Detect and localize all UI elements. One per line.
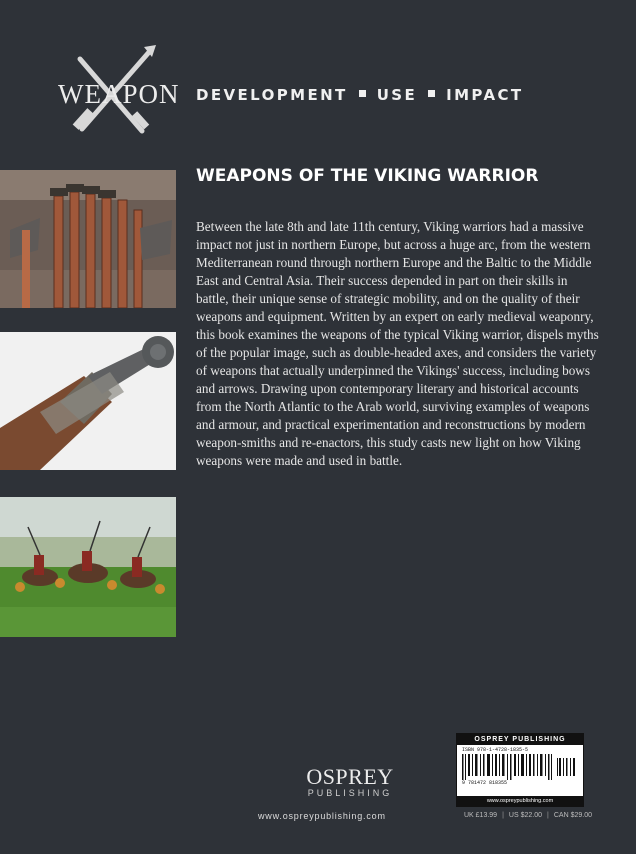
barcode-header: OSPREY PUBLISHING bbox=[457, 734, 583, 745]
square-bullet-icon bbox=[359, 90, 366, 97]
publisher-logo bbox=[300, 764, 400, 798]
publisher-sub: PUBLISHING bbox=[307, 788, 393, 798]
photo-viking-weapons-rack bbox=[0, 170, 176, 308]
price-can: CAN $29.00 bbox=[553, 812, 592, 819]
barcode-isbn: ISBN 978-1-4728-1835-5 bbox=[462, 747, 529, 753]
logo-text: WEAPON bbox=[58, 79, 180, 109]
price-divider: | bbox=[502, 812, 504, 819]
square-bullet-icon bbox=[428, 90, 435, 97]
tagline-development: DEVELOPMENT bbox=[196, 86, 348, 104]
photo-battle-illustration bbox=[0, 497, 176, 637]
series-tagline bbox=[196, 86, 524, 104]
price-uk: UK £13.99 bbox=[464, 812, 498, 819]
photo-sword-hilt bbox=[0, 332, 176, 470]
price-divider: | bbox=[547, 812, 549, 819]
price-us: US $22.00 bbox=[508, 812, 543, 819]
publisher-website[interactable]: www.ospreypublishing.com bbox=[258, 811, 386, 821]
tagline-use: USE bbox=[376, 86, 418, 104]
barcode-digits: 9 781472 818355 bbox=[462, 780, 508, 786]
tagline-impact: IMPACT bbox=[446, 86, 524, 104]
book-title: WEAPONS OF THE VIKING WARRIOR bbox=[196, 166, 539, 186]
publisher-name: OSPREY bbox=[306, 764, 394, 789]
barcode-website: www.ospreypublishing.com bbox=[457, 796, 583, 806]
book-blurb: Between the late 8th and late 11th century, Viking warriors had a massive impact not just in northern Europe, but across a huge arc, from the western Mediterranean round through northern Europe and the Baltic to the Middle East and Central Asia. Their success depended in part on their skills in battle, their unique sense of strategic mobility, and on the quality of their weapons and equipment. Written by an expert on early medieval weaponry, this book examines the weapons of the typical Viking warrior, dispels myths of the popular image, such as double-headed axes, and considers the variety of weapons that actually underpinned the Vikings' success, including bows and arrows. Drawing upon contemporary literary and historical accounts from the North Atlantic to the Arab world, surviving examples of weapons and armour, and practical experimentation and reconstructions by modern weapon-smiths and re-enactors, this study casts new light on how Viking weapons were made and used in battle. bbox=[196, 219, 599, 468]
series-logo bbox=[58, 45, 180, 137]
price-list bbox=[464, 812, 592, 819]
barcode-bars-icon bbox=[462, 754, 578, 780]
barcode bbox=[456, 733, 584, 807]
